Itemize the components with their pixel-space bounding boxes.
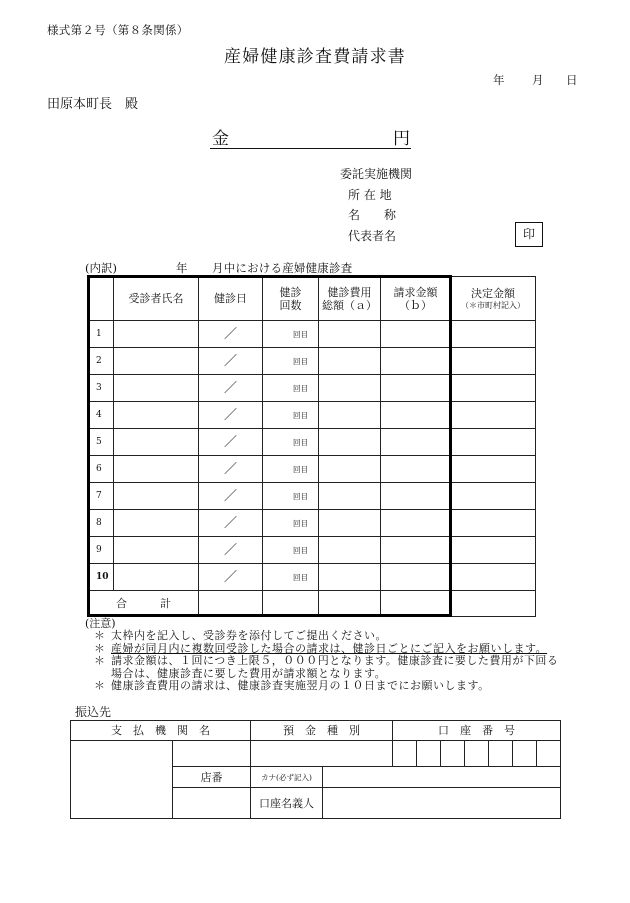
patient-name-cell — [114, 348, 199, 375]
breakdown-label: (内訳) — [85, 261, 117, 275]
bank-branch-name-cell — [173, 741, 251, 767]
exam-count-cell — [263, 510, 319, 537]
note-text: 健康診査費用の請求は、健康診査実施翌月の１０日までにお願いします。 — [111, 679, 490, 692]
date-day-label: 日 — [566, 73, 578, 87]
account-digit-cell — [513, 741, 537, 767]
decided-amount-cell — [451, 402, 536, 429]
exam-count-cell — [263, 402, 319, 429]
header-exam-count-line1: 健診 — [279, 285, 302, 299]
header-total-cost-line2: 総額（ａ） — [322, 298, 377, 312]
row-number: 1 — [89, 321, 114, 348]
total-cost-cell — [319, 510, 381, 537]
date-separator: ／ — [223, 353, 237, 369]
table-row — [89, 483, 536, 510]
claim-amount-cell — [381, 375, 451, 402]
amount-line — [210, 129, 411, 149]
exam-date-cell — [199, 564, 263, 591]
table-row — [89, 321, 536, 348]
amount-suffix: 円 — [393, 129, 410, 149]
date-separator: ／ — [223, 380, 237, 396]
kana-label: カナ(必ず記入) — [251, 767, 323, 788]
exam-date-cell — [199, 483, 263, 510]
form-number: 様式第２号（第８条関係） — [47, 23, 189, 37]
decided-amount-cell — [451, 564, 536, 591]
header-total-cost — [319, 277, 381, 321]
count-suffix: 回目 — [293, 572, 308, 582]
date-separator: ／ — [223, 326, 237, 342]
note-text: 産婦が同月内に複数回受診した場合の請求は、健診日ごとにご記入をお願いします。 — [111, 641, 548, 655]
header-decided-amount — [451, 277, 536, 321]
row-number: 3 — [89, 375, 114, 402]
note-item — [94, 655, 558, 680]
institution-address-label: 所 在 地 — [348, 188, 392, 202]
total-cost-cell — [319, 537, 381, 564]
header-decided-amount-line1: 決定金額 — [471, 286, 515, 300]
count-suffix: 回目 — [293, 329, 308, 339]
account-digit-cell — [441, 741, 465, 767]
table-row — [89, 402, 536, 429]
claim-amount-cell — [381, 321, 451, 348]
account-digit-cell — [393, 741, 417, 767]
patient-name-cell — [114, 375, 199, 402]
exam-count-cell — [263, 456, 319, 483]
branch-label: 店番 — [173, 767, 251, 788]
header-decided-amount-line2: （＊市町村記入） — [461, 300, 525, 310]
exam-count-cell — [263, 429, 319, 456]
row-number: 5 — [89, 429, 114, 456]
count-suffix: 回目 — [293, 491, 308, 501]
account-digit-cell — [537, 741, 561, 767]
account-holder-value-cell — [323, 788, 561, 819]
row-number: 7 — [89, 483, 114, 510]
claim-amount-cell — [381, 456, 451, 483]
exam-date-cell — [199, 429, 263, 456]
claim-amount-cell — [381, 348, 451, 375]
table-row — [89, 456, 536, 483]
header-patient-name: 受診者氏名 — [114, 277, 199, 321]
table-row — [89, 375, 536, 402]
amount-prefix: 金 — [212, 129, 229, 149]
decided-amount-cell — [451, 348, 536, 375]
kana-value-cell — [323, 767, 561, 788]
count-suffix: 回目 — [293, 545, 308, 555]
date-separator: ／ — [223, 434, 237, 450]
header-number — [89, 277, 114, 321]
date-separator: ／ — [223, 407, 237, 423]
exam-count-cell — [263, 483, 319, 510]
page-title: 産婦健康診査費請求書 — [224, 47, 406, 67]
patient-name-cell — [114, 483, 199, 510]
bank-deposit-type-cell — [251, 741, 393, 767]
header-total-cost-line1: 健診費用 — [327, 285, 372, 299]
count-suffix: 回目 — [293, 518, 308, 528]
count-suffix: 回目 — [293, 383, 308, 393]
breakdown-table — [88, 276, 536, 617]
note-mark: ＊ — [94, 679, 105, 692]
bank-table — [70, 720, 561, 819]
claim-amount-cell — [381, 402, 451, 429]
institution-name-label: 名 称 — [348, 208, 397, 222]
branch-number-cell — [173, 788, 251, 819]
date-separator: ／ — [223, 515, 237, 531]
decided-amount-cell — [451, 456, 536, 483]
row-number: 4 — [89, 402, 114, 429]
bank-header-row — [71, 721, 561, 741]
note-text-continued: 場合は、健康診査に要した費用が請求額となります。 — [111, 666, 387, 680]
exam-count-cell — [263, 537, 319, 564]
decided-amount-cell — [451, 483, 536, 510]
total-cost-cell — [319, 348, 381, 375]
count-suffix: 回目 — [293, 410, 308, 420]
patient-name-cell — [114, 429, 199, 456]
claim-amount-cell — [381, 564, 451, 591]
exam-date-cell — [199, 537, 263, 564]
date-month-label: 月 — [532, 73, 544, 87]
decided-amount-cell — [451, 510, 536, 537]
date-separator: ／ — [223, 488, 237, 504]
header-claim-amount-line1: 請求金額 — [393, 285, 438, 299]
total-decided-sum-cell — [451, 591, 536, 617]
exam-count-cell — [263, 375, 319, 402]
institution-representative-label: 代表者名 — [348, 229, 397, 243]
account-holder-label: 口座名義人 — [251, 788, 323, 819]
exam-date-cell — [199, 348, 263, 375]
note-mark: ＊ — [94, 641, 105, 655]
exam-date-cell — [199, 375, 263, 402]
date-separator: ／ — [223, 569, 237, 585]
exam-date-cell — [199, 321, 263, 348]
exam-date-cell — [199, 402, 263, 429]
table-row — [89, 429, 536, 456]
total-row — [89, 591, 536, 617]
header-exam-date: 健診日 — [199, 277, 263, 321]
account-digit-cell — [417, 741, 441, 767]
breakdown-year-label: 年 — [176, 261, 188, 275]
count-suffix: 回目 — [293, 464, 308, 474]
decided-amount-cell — [451, 537, 536, 564]
claim-amount-cell — [381, 510, 451, 537]
count-suffix: 回目 — [293, 356, 308, 366]
header-exam-count-line2: 回数 — [279, 298, 302, 312]
table-header-row — [89, 277, 536, 321]
table-row — [89, 348, 536, 375]
claim-amount-cell — [381, 483, 451, 510]
exam-count-cell — [263, 348, 319, 375]
notes-heading: (注意) — [85, 617, 116, 630]
bank-row — [71, 741, 561, 767]
claim-amount-cell — [381, 537, 451, 564]
count-suffix: 回目 — [293, 437, 308, 447]
notes-list — [94, 630, 558, 693]
header-claim-amount-line2: （ｂ） — [399, 298, 432, 312]
total-cost-cell — [319, 375, 381, 402]
patient-name-cell — [114, 510, 199, 537]
total-date-cell — [199, 591, 263, 617]
note-mark: ＊ — [94, 629, 105, 642]
row-number: 9 — [89, 537, 114, 564]
bank-account-number-header: 口 座 番 号 — [393, 721, 561, 741]
row-number: 10 — [89, 564, 114, 591]
total-cost-cell — [319, 564, 381, 591]
account-digit-cell — [465, 741, 489, 767]
seal-box: 印 — [515, 222, 543, 247]
total-cost-cell — [319, 402, 381, 429]
row-number: 2 — [89, 348, 114, 375]
note-text: 請求金額は、１回につき上限５，０００円となります。健康診査に要した費用が下回る — [111, 654, 559, 667]
breakdown-month-text: 月中における産婦健康診査 — [212, 261, 353, 275]
note-mark: ＊ — [94, 654, 105, 667]
exam-date-cell — [199, 510, 263, 537]
total-label: 合 計 — [89, 591, 199, 617]
note-item — [94, 680, 558, 693]
row-number: 6 — [89, 456, 114, 483]
patient-name-cell — [114, 402, 199, 429]
date-separator: ／ — [223, 542, 237, 558]
total-cost-cell — [319, 483, 381, 510]
date-year-label: 年 — [493, 73, 505, 87]
addressee: 田原本町長 殿 — [47, 97, 139, 112]
decided-amount-cell — [451, 429, 536, 456]
total-cost-sum-cell — [319, 591, 381, 617]
date-separator: ／ — [223, 461, 237, 477]
patient-name-cell — [114, 456, 199, 483]
header-exam-count — [263, 277, 319, 321]
decided-amount-cell — [451, 375, 536, 402]
exam-count-cell — [263, 564, 319, 591]
header-claim-amount — [381, 277, 451, 321]
decided-amount-cell — [451, 321, 536, 348]
table-row — [89, 510, 536, 537]
patient-name-cell — [114, 537, 199, 564]
row-number: 8 — [89, 510, 114, 537]
account-digit-cell — [489, 741, 513, 767]
note-text: 太枠内を記入し、受診券を添付してご提出ください。 — [111, 629, 387, 642]
table-row — [89, 564, 536, 591]
patient-name-cell — [114, 321, 199, 348]
claim-amount-cell — [381, 429, 451, 456]
patient-name-cell — [114, 564, 199, 591]
total-count-cell — [263, 591, 319, 617]
total-cost-cell — [319, 321, 381, 348]
institution-heading: 委託実施機関 — [340, 167, 413, 181]
total-cost-cell — [319, 456, 381, 483]
table-row — [89, 537, 536, 564]
bank-heading: 振込先 — [75, 705, 112, 719]
bank-institution-header: 支 払 機 関 名 — [71, 721, 251, 741]
total-cost-cell — [319, 429, 381, 456]
bank-deposit-type-header: 預 金 種 別 — [251, 721, 393, 741]
total-claim-sum-cell — [381, 591, 451, 617]
bank-institution-name-cell — [71, 741, 173, 819]
exam-count-cell — [263, 321, 319, 348]
exam-date-cell — [199, 456, 263, 483]
